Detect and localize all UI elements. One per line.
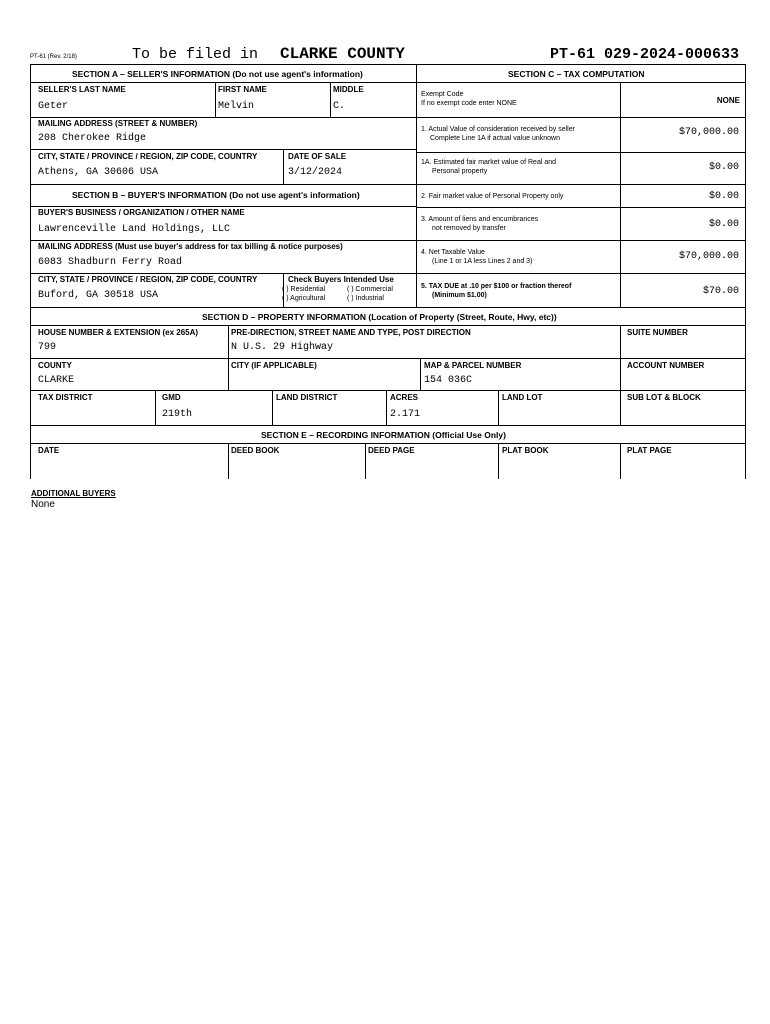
seller-middle-label: MIDDLE [333,85,364,94]
seller-middle-value: C. [333,101,346,112]
city-applicable-label: CITY (IF APPLICABLE) [231,361,317,370]
section-e-title: SECTION E – RECORDING INFORMATION (Official Use Only) [261,430,506,440]
buyer-business-label: BUYER'S BUSINESS / ORGANIZATION / OTHER NAME [38,208,245,217]
use-industrial-checkbox[interactable]: ( ) Industrial [347,295,384,302]
buyer-city-label: CITY, STATE / PROVINCE / REGION, ZIP CODE, COUNTRY [38,275,258,284]
line3-sub: not removed by transfer [432,225,506,232]
seller-first-name-value: Melvin [218,101,255,112]
line1a-value: $0.00 [708,162,739,173]
suite-number-label: SUITE NUMBER [627,328,688,337]
county-title: CLARKE COUNTY [280,45,405,63]
line3-label: 3. Amount of liens and encumbrances [421,216,539,223]
use-agricultural-checkbox[interactable]: ( ) Agricultural [282,295,326,302]
seller-mailing-value: 208 Cherokee Ridge [38,133,147,144]
seller-mailing-label: MAILING ADDRESS (STREET & NUMBER) [38,119,198,128]
acres-value: 2.171 [390,409,421,420]
seller-last-name-label: SELLER'S LAST NAME [38,85,126,94]
exempt-code-sub: If no exempt code enter NONE [421,100,517,107]
exempt-code-label: Exempt Code [421,91,464,98]
section-d-title: SECTION D – PROPERTY INFORMATION (Location of Property (Street, Route, Hwy, etc)) [202,312,557,322]
deed-page-label: DEED PAGE [368,446,415,455]
land-lot-label: LAND LOT [502,393,543,402]
use-commercial-checkbox[interactable]: ( ) Commercial [347,286,393,293]
street-value: N U.S. 29 Highway [231,342,334,353]
line5-value: $70.00 [702,286,739,297]
line1a-label: 1A. Estimated fair market value of Real and [421,159,557,166]
sub-lot-block-label: SUB LOT & BLOCK [627,393,701,402]
section-b-title: SECTION B – BUYER'S INFORMATION (Do not use agent's information) [72,190,360,200]
line3-value: $0.00 [708,219,739,230]
deed-book-label: DEED BOOK [231,446,280,455]
seller-city-label: CITY, STATE / PROVINCE / REGION, ZIP CODE, COUNTRY [38,152,258,161]
recording-date-label: DATE [38,446,60,455]
section-a-title: SECTION A – SELLER'S INFORMATION (Do not use agent's information) [72,69,363,79]
additional-buyers-value: None [31,499,55,510]
line1a-sub: Personal property [432,168,488,175]
line4-sub: (Line 1 or 1A less Lines 2 and 3) [432,258,533,265]
plat-page-label: PLAT PAGE [627,446,672,455]
buyer-city-value: Buford, GA 30518 USA [38,290,159,301]
line2-value: $0.00 [708,191,739,202]
land-district-label: LAND DISTRICT [276,393,338,402]
form-number: PT-61 029-2024-000633 [550,46,740,63]
gmd-label: GMD [162,393,181,402]
date-of-sale-value: 3/12/2024 [288,167,343,178]
acres-label: ACRES [390,393,419,402]
use-residential-checkbox[interactable]: ( ) Residential [282,286,326,293]
line5-sub: (Minimum $1.00) [432,292,487,299]
line4-value: $70,000.00 [678,251,739,262]
line4-label: 4. Net Taxable Value [421,249,485,256]
line1-sub: Complete Line 1A if actual value unknown [430,135,560,142]
line1-value: $70,000.00 [678,127,739,138]
plat-book-label: PLAT BOOK [502,446,549,455]
additional-buyers-label: ADDITIONAL BUYERS [31,489,116,498]
line1-label: 1. Actual Value of consideration received by seller [421,126,575,133]
buyer-mailing-label: MAILING ADDRESS (Must use buyer's address for tax billing & notice purposes) [38,242,343,251]
gmd-value: 219th [162,409,193,420]
account-number-label: ACCOUNT NUMBER [627,361,705,370]
line2-label: 2. Fair market value of Personal Property only [421,193,564,200]
intended-use-label: Check Buyers Intended Use [288,275,394,284]
filed-in-label: To be filed in [132,46,259,63]
date-of-sale-label: DATE OF SALE [288,152,347,161]
seller-city-value: Athens, GA 30606 USA [38,167,159,178]
buyer-mailing-value: 6083 Shadburn Ferry Road [38,257,183,268]
exempt-code-value: NONE [716,96,740,105]
line5-label: 5. TAX DUE at .10 per $100 or fraction thereof [421,283,572,290]
map-parcel-label: MAP & PARCEL NUMBER [424,361,522,370]
seller-last-name-value: Geter [38,101,69,112]
seller-first-name-label: FIRST NAME [218,85,267,94]
buyer-business-value: Lawrenceville Land Holdings, LLC [38,224,231,235]
form-revision: PT-61 (Rev. 2/18) [30,54,77,60]
map-parcel-value: 154 036C [424,375,473,386]
county-value: CLARKE [38,375,75,386]
house-number-value: 799 [38,342,57,353]
county-label: COUNTY [38,361,72,370]
street-label: PRE-DIRECTION, STREET NAME AND TYPE, POST DIRECTION [231,328,471,337]
section-c-title: SECTION C – TAX COMPUTATION [508,69,645,79]
tax-district-label: TAX DISTRICT [38,393,93,402]
house-number-label: HOUSE NUMBER & EXTENSION (ex 265A) [38,328,199,337]
